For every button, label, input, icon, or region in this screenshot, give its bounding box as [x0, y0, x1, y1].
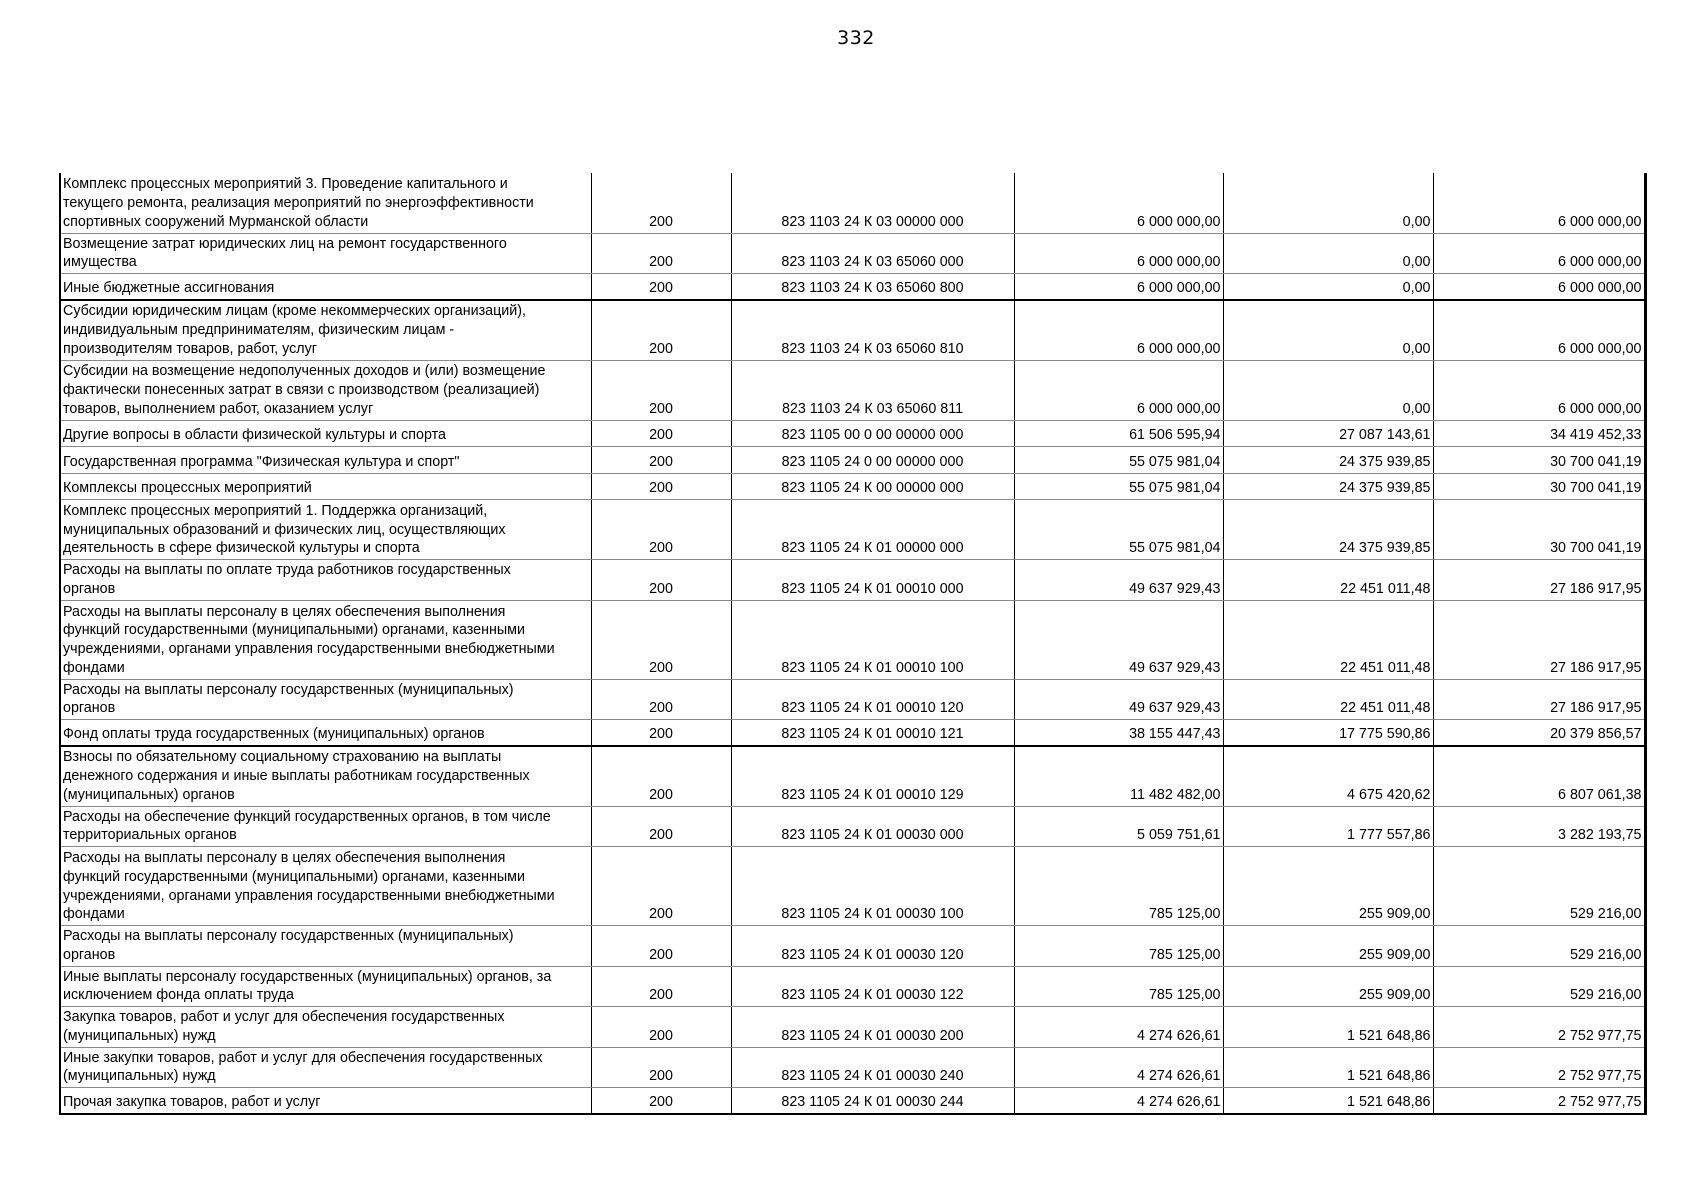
row-executed-amount: 17 775 590,86: [1223, 720, 1433, 747]
table-row: [60, 847, 1645, 926]
row-unexecuted-amount: 20 379 856,57: [1433, 720, 1645, 747]
row-line-code: 200: [591, 560, 731, 601]
row-description: Субсидии на возмещение недополученных доходов и (или) возмещение фактически понесенных затрат в связи с производством (реализацией) товаров, выполнением работ, оказанием услуг: [60, 360, 591, 420]
row-line-code: 200: [591, 1088, 731, 1115]
row-approved-amount: 55 075 981,04: [1014, 500, 1223, 560]
row-executed-amount: 4 675 420,62: [1223, 746, 1433, 806]
row-unexecuted-amount: 6 000 000,00: [1433, 274, 1645, 301]
row-unexecuted-amount: 27 186 917,95: [1433, 560, 1645, 601]
table-row: [60, 1047, 1645, 1088]
row-line-code: 200: [591, 500, 731, 560]
table-row: [60, 447, 1645, 474]
row-approved-amount: 785 125,00: [1014, 966, 1223, 1007]
row-unexecuted-amount: 30 700 041,19: [1433, 473, 1645, 500]
row-classification-code: 823 1105 24 К 01 00010 121: [731, 720, 1014, 747]
row-unexecuted-amount: 2 752 977,75: [1433, 1088, 1645, 1115]
row-executed-amount: 0,00: [1223, 233, 1433, 274]
row-unexecuted-amount: 2 752 977,75: [1433, 1047, 1645, 1088]
row-classification-code: 823 1105 24 К 01 00030 000: [731, 806, 1014, 847]
row-classification-code: 823 1103 24 К 03 65060 000: [731, 233, 1014, 274]
row-line-code: 200: [591, 746, 731, 806]
row-line-code: 200: [591, 173, 731, 233]
page-number: 332: [837, 27, 875, 49]
row-description: Комплекс процессных мероприятий 1. Поддержка организаций, муниципальных образований и физических лиц, осуществляющих деятельность в сфере физической культуры и спорта: [60, 500, 591, 560]
row-description: Прочая закупка товаров, работ и услуг: [60, 1088, 591, 1115]
row-description: Закупка товаров, работ и услуг для обеспечения государственных (муниципальных) нужд: [60, 1007, 591, 1048]
row-classification-code: 823 1103 24 К 03 65060 811: [731, 360, 1014, 420]
row-line-code: 200: [591, 926, 731, 967]
budget-table: [59, 173, 1647, 1115]
row-description: Расходы на обеспечение функций государственных органов, в том числе территориальных органов: [60, 806, 591, 847]
row-description: Комплексы процессных мероприятий: [60, 473, 591, 500]
row-description: Государственная программа "Физическая культура и спорт": [60, 447, 591, 474]
row-unexecuted-amount: 2 752 977,75: [1433, 1007, 1645, 1048]
row-line-code: 200: [591, 274, 731, 301]
row-line-code: 200: [591, 806, 731, 847]
row-unexecuted-amount: 6 000 000,00: [1433, 173, 1645, 233]
row-unexecuted-amount: 6 000 000,00: [1433, 360, 1645, 420]
table-row: [60, 300, 1645, 360]
table-row: [60, 1007, 1645, 1048]
row-unexecuted-amount: 30 700 041,19: [1433, 500, 1645, 560]
row-description: Взносы по обязательному социальному страхованию на выплаты денежного содержания и иные выплаты работникам государственных (муниципальных) органов: [60, 746, 591, 806]
row-executed-amount: 24 375 939,85: [1223, 447, 1433, 474]
table-row: [60, 274, 1645, 301]
row-classification-code: 823 1103 24 К 03 65060 800: [731, 274, 1014, 301]
row-line-code: 200: [591, 966, 731, 1007]
row-classification-code: 823 1105 24 0 00 00000 000: [731, 447, 1014, 474]
row-description: Субсидии юридическим лицам (кроме некоммерческих организаций), индивидуальным предпринимателям, физическим лицам - производителям товаров, работ, услуг: [60, 300, 591, 360]
row-approved-amount: 6 000 000,00: [1014, 360, 1223, 420]
row-executed-amount: 24 375 939,85: [1223, 473, 1433, 500]
row-description: Иные выплаты персоналу государственных (муниципальных) органов, за исключением фонда оплаты труда: [60, 966, 591, 1007]
row-unexecuted-amount: 30 700 041,19: [1433, 447, 1645, 474]
row-classification-code: 823 1105 24 К 01 00010 000: [731, 560, 1014, 601]
row-executed-amount: 27 087 143,61: [1223, 420, 1433, 447]
row-line-code: 200: [591, 360, 731, 420]
row-executed-amount: 1 521 648,86: [1223, 1007, 1433, 1048]
table-row: [60, 420, 1645, 447]
table-row: [60, 360, 1645, 420]
row-executed-amount: 1 521 648,86: [1223, 1047, 1433, 1088]
row-unexecuted-amount: 529 216,00: [1433, 966, 1645, 1007]
row-unexecuted-amount: 529 216,00: [1433, 926, 1645, 967]
row-approved-amount: 4 274 626,61: [1014, 1047, 1223, 1088]
row-executed-amount: 22 451 011,48: [1223, 600, 1433, 679]
row-approved-amount: 55 075 981,04: [1014, 447, 1223, 474]
row-classification-code: 823 1105 24 К 00 00000 000: [731, 473, 1014, 500]
table-row: [60, 600, 1645, 679]
row-unexecuted-amount: 34 419 452,33: [1433, 420, 1645, 447]
row-classification-code: 823 1103 24 К 03 00000 000: [731, 173, 1014, 233]
row-classification-code: 823 1105 24 К 01 00010 120: [731, 679, 1014, 720]
row-line-code: 200: [591, 233, 731, 274]
row-executed-amount: 22 451 011,48: [1223, 560, 1433, 601]
row-line-code: 200: [591, 420, 731, 447]
row-approved-amount: 38 155 447,43: [1014, 720, 1223, 747]
row-executed-amount: 0,00: [1223, 360, 1433, 420]
row-line-code: 200: [591, 679, 731, 720]
table-row: [60, 720, 1645, 747]
row-description: Иные бюджетные ассигнования: [60, 274, 591, 301]
row-approved-amount: 4 274 626,61: [1014, 1088, 1223, 1115]
row-approved-amount: 49 637 929,43: [1014, 679, 1223, 720]
row-classification-code: 823 1105 24 К 01 00010 100: [731, 600, 1014, 679]
row-line-code: 200: [591, 600, 731, 679]
row-classification-code: 823 1103 24 К 03 65060 810: [731, 300, 1014, 360]
row-unexecuted-amount: 6 807 061,38: [1433, 746, 1645, 806]
row-unexecuted-amount: 529 216,00: [1433, 847, 1645, 926]
row-executed-amount: 255 909,00: [1223, 966, 1433, 1007]
table-row: [60, 473, 1645, 500]
row-unexecuted-amount: 27 186 917,95: [1433, 600, 1645, 679]
row-classification-code: 823 1105 24 К 01 00010 129: [731, 746, 1014, 806]
row-classification-code: 823 1105 24 К 01 00030 244: [731, 1088, 1014, 1115]
row-line-code: 200: [591, 847, 731, 926]
table-row: [60, 806, 1645, 847]
row-classification-code: 823 1105 24 К 01 00000 000: [731, 500, 1014, 560]
row-executed-amount: 0,00: [1223, 300, 1433, 360]
row-executed-amount: 22 451 011,48: [1223, 679, 1433, 720]
row-approved-amount: 6 000 000,00: [1014, 233, 1223, 274]
row-description: Расходы на выплаты персоналу государственных (муниципальных) органов: [60, 926, 591, 967]
row-description: Расходы на выплаты персоналу в целях обеспечения выполнения функций государственными (муниципальными) органами, казенными учреждениями, органами управления государственными внебюджетными фондами: [60, 847, 591, 926]
table-row: [60, 679, 1645, 720]
table-row: [60, 173, 1645, 233]
row-description: Фонд оплаты труда государственных (муниципальных) органов: [60, 720, 591, 747]
row-approved-amount: 6 000 000,00: [1014, 274, 1223, 301]
row-approved-amount: 55 075 981,04: [1014, 473, 1223, 500]
table-row: [60, 966, 1645, 1007]
row-classification-code: 823 1105 24 К 01 00030 200: [731, 1007, 1014, 1048]
row-description: Другие вопросы в области физической культуры и спорта: [60, 420, 591, 447]
row-approved-amount: 61 506 595,94: [1014, 420, 1223, 447]
row-classification-code: 823 1105 00 0 00 00000 000: [731, 420, 1014, 447]
row-approved-amount: 6 000 000,00: [1014, 173, 1223, 233]
row-unexecuted-amount: 3 282 193,75: [1433, 806, 1645, 847]
row-approved-amount: 49 637 929,43: [1014, 600, 1223, 679]
row-approved-amount: 6 000 000,00: [1014, 300, 1223, 360]
row-classification-code: 823 1105 24 К 01 00030 122: [731, 966, 1014, 1007]
row-executed-amount: 1 521 648,86: [1223, 1088, 1433, 1115]
row-approved-amount: 4 274 626,61: [1014, 1007, 1223, 1048]
row-unexecuted-amount: 6 000 000,00: [1433, 233, 1645, 274]
row-classification-code: 823 1105 24 К 01 00030 100: [731, 847, 1014, 926]
row-description: Расходы на выплаты по оплате труда работников государственных органов: [60, 560, 591, 601]
table-row: [60, 926, 1645, 967]
row-description: Расходы на выплаты персоналу в целях обеспечения выполнения функций государственными (муниципальными) органами, казенными учреждениями, органами управления государственными внебюджетными фондами: [60, 600, 591, 679]
row-classification-code: 823 1105 24 К 01 00030 240: [731, 1047, 1014, 1088]
row-line-code: 200: [591, 1007, 731, 1048]
row-approved-amount: 785 125,00: [1014, 926, 1223, 967]
row-line-code: 200: [591, 447, 731, 474]
table-row: [60, 746, 1645, 806]
row-description: Возмещение затрат юридических лиц на ремонт государственного имущества: [60, 233, 591, 274]
row-approved-amount: 49 637 929,43: [1014, 560, 1223, 601]
row-description: Расходы на выплаты персоналу государственных (муниципальных) органов: [60, 679, 591, 720]
table-row: [60, 1088, 1645, 1115]
budget-table-body: [60, 173, 1645, 1114]
row-line-code: 200: [591, 300, 731, 360]
table-row: [60, 560, 1645, 601]
row-line-code: 200: [591, 473, 731, 500]
row-line-code: 200: [591, 720, 731, 747]
row-approved-amount: 5 059 751,61: [1014, 806, 1223, 847]
row-executed-amount: 0,00: [1223, 274, 1433, 301]
row-executed-amount: 255 909,00: [1223, 847, 1433, 926]
row-executed-amount: 24 375 939,85: [1223, 500, 1433, 560]
row-line-code: 200: [591, 1047, 731, 1088]
table-row: [60, 233, 1645, 274]
row-classification-code: 823 1105 24 К 01 00030 120: [731, 926, 1014, 967]
row-unexecuted-amount: 6 000 000,00: [1433, 300, 1645, 360]
row-description: Иные закупки товаров, работ и услуг для обеспечения государственных (муниципальных) нужд: [60, 1047, 591, 1088]
row-approved-amount: 11 482 482,00: [1014, 746, 1223, 806]
table-row: [60, 500, 1645, 560]
row-executed-amount: 0,00: [1223, 173, 1433, 233]
row-executed-amount: 255 909,00: [1223, 926, 1433, 967]
row-executed-amount: 1 777 557,86: [1223, 806, 1433, 847]
row-unexecuted-amount: 27 186 917,95: [1433, 679, 1645, 720]
row-approved-amount: 785 125,00: [1014, 847, 1223, 926]
row-description: Комплекс процессных мероприятий 3. Проведение капитального и текущего ремонта, реализация мероприятий по энергоэффективности спортивных сооружений Мурманской области: [60, 173, 591, 233]
